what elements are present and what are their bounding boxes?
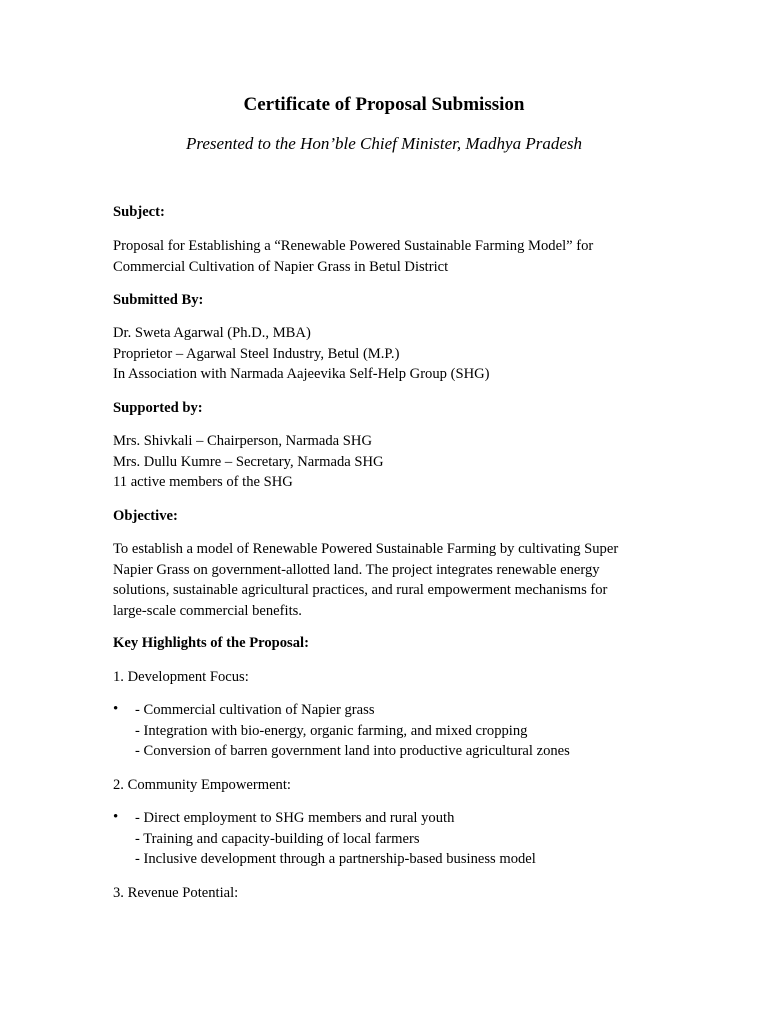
bullet-icon: • [113, 701, 119, 717]
objective-text [113, 539, 673, 621]
bullet-line: - Conversion of barren government land into productive agricultural zones [135, 743, 570, 760]
submitted-by-line: Dr. Sweta Agarwal (Ph.D., MBA) [113, 325, 311, 341]
supported-by-text [113, 431, 673, 493]
submitted-by-text [113, 323, 673, 385]
bullet-line: - Direct employment to SHG members and rural youth [135, 810, 455, 826]
bullet-icon: • [113, 809, 119, 825]
section-title-development: 1. Development Focus: [113, 669, 249, 685]
objective-line: large-scale commercial benefits. [113, 602, 302, 619]
supported-by-line: 11 active members of the SHG [113, 474, 293, 491]
bullet-line: - Inclusive development through a partnership-based business model [135, 851, 536, 868]
objective-line: Napier Grass on government-allotted land. The project integrates renewable energy [113, 561, 600, 578]
subject-line: Proposal for Establishing a “Renewable Powered Sustainable Farming Model” for [113, 238, 594, 254]
submitted-by-line: Proprietor – Agarwal Steel Industry, Betul (M.P.) [113, 345, 400, 362]
supported-by-line: Mrs. Shivkali – Chairperson, Narmada SHG [113, 433, 373, 449]
supported-by-heading: Supported by: [113, 400, 203, 416]
objective-line: solutions, sustainable agricultural practices, and rural empowerment mechanisms for [113, 582, 608, 599]
bullet-line: - Commercial cultivation of Napier grass [135, 702, 375, 718]
section-title-revenue: 3. Revenue Potential: [113, 885, 239, 901]
subject-line: Commercial Cultivation of Napier Grass in Betul District [113, 258, 449, 275]
document-subtitle: Presented to the Hon’ble Chief Minister, Madhya Pradesh [186, 134, 582, 153]
submitted-by-heading: Submitted By: [113, 292, 204, 308]
bullet-line: - Training and capacity-building of local farmers [135, 830, 420, 847]
document-title: Certificate of Proposal Submission [243, 94, 525, 115]
highlights-heading: Key Highlights of the Proposal: [113, 635, 309, 651]
objective-heading: Objective: [113, 508, 178, 524]
section-title-community: 2. Community Empowerment: [113, 777, 291, 793]
supported-by-line: Mrs. Dullu Kumre – Secretary, Narmada SHG [113, 453, 384, 470]
subject-heading: Subject: [113, 204, 165, 220]
submitted-by-line: In Association with Narmada Aajeevika Self-Help Group (SHG) [113, 366, 490, 383]
objective-line: To establish a model of Renewable Powered Sustainable Farming by cultivating Super [113, 541, 619, 557]
bullet-line: - Integration with bio-energy, organic farming, and mixed cropping [135, 722, 528, 739]
subject-text [113, 236, 673, 277]
